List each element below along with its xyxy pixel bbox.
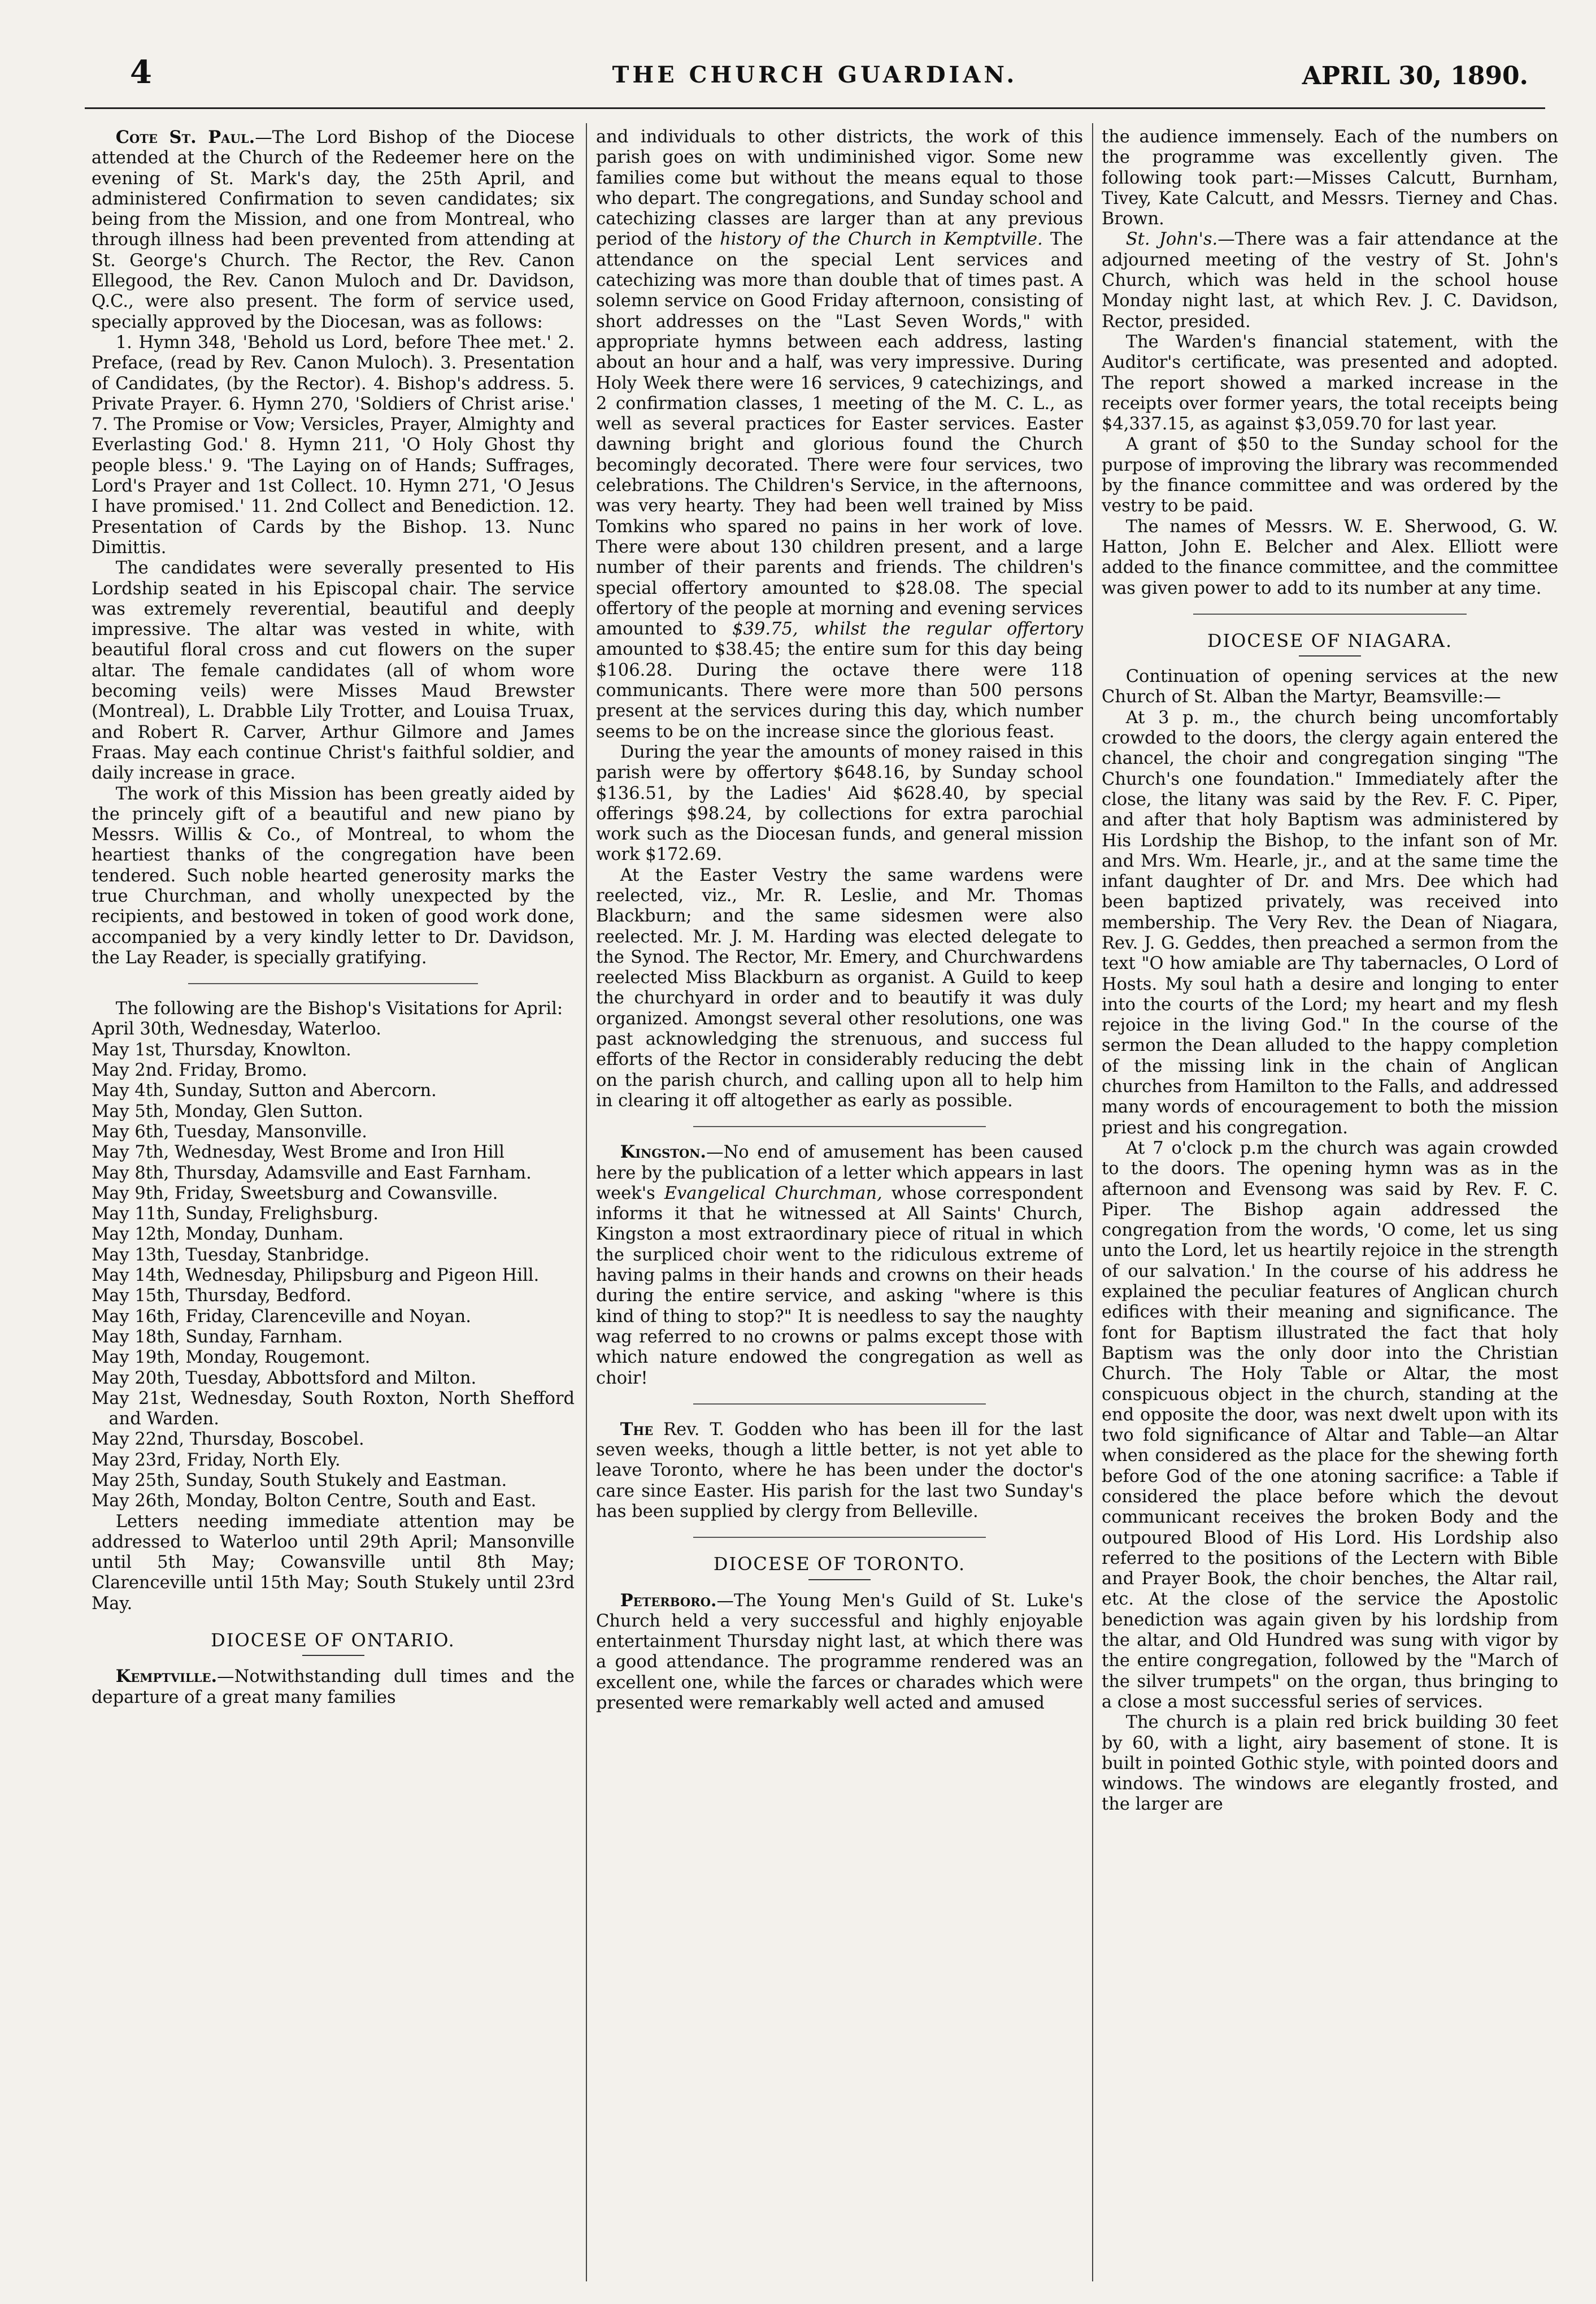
kemptville-amount: $39.75, whilst the regular offertory	[732, 619, 1083, 640]
wardens-paragraph: The Warden's financial statement, with the Auditor's certificate, was presented and adopted. The report showed a marked increase in the receipts over former years, the total receipts being $4,337.15, as against $3,059.70 for last year.	[1102, 332, 1558, 434]
list-item: May 22nd, Thursday, Boscobel.	[92, 1429, 364, 1450]
kemptville-text: —Notwithstanding dull times and the departure of a great many families	[92, 1667, 575, 1707]
kingston-lead: Kingston.	[620, 1142, 707, 1163]
ontario-heading: DIOCESE OF ONTARIO.	[211, 1629, 455, 1651]
list-item: May 20th, Tuesday, Abbottsford and Milton.	[92, 1368, 477, 1388]
heading-rule	[302, 1655, 364, 1656]
kemptville-text-b: The attendance on the special Lent services and catechizing was more than double that of times past. A solemn service on Good Friday afternoon, consisting of short addresses on the "Last Seven Words," with appropriate hymns between each address, lasting about an hour and a half, was very impressive. During Holy Week there were 16 services, 9 catechizings, and 2 confirmation classes, 1 meeting of the M. C. L., as well as several practices for Easter services. Easter dawning bright and glorious found the Church becomingly decorated. There were four services, two celebrations. The Children's Service, in the afternoons, was very hearty. They had been well trained by Miss Tomkins who spared no pains in her work of love. There were about 130 children present, and a large number of their parents and friends. The children's special offertory amounted to $28.08. The special offertory of the people at morning and evening services amounted to	[596, 229, 1083, 640]
names-paragraph: The names of Messrs. W. E. Sherwood, G. W. Hatton, John E. Belcher and Alex. Elliott were added to the finance committee, and the committee was given power to add to its number at any time.	[1102, 516, 1558, 598]
st-johns-lead: St. John's.	[1125, 229, 1218, 250]
separator	[188, 983, 478, 984]
cote-st-paul-lead: Cote St. Paul.	[115, 127, 255, 147]
issue-date: APRIL 30, 1890.	[1302, 62, 1528, 90]
kingston-paragraph	[596, 1142, 1083, 1389]
column-1	[92, 127, 575, 2280]
column-2	[596, 127, 1083, 2280]
kemptville-history: history of the Church in Kemptville.	[720, 229, 1043, 250]
list-item: May 2nd. Friday, Bromo.	[92, 1060, 307, 1081]
kemptville-text-a: and individuals to other districts, the work of this parish goes on with undiminished vigor. Some new families come but without the means equal to those who depart. The congregations, and Sunday school and catechizing classes are larger than at any previous period of the	[596, 127, 1083, 250]
list-item: May 6th, Tuesday, Mansonville.	[92, 1121, 367, 1142]
cote-st-paul-text: —The Lord Bishop of the Diocese attended at the Church of the Redeemer here on the evening of St. Mark's day, the 25th April, and administered Confirmation to seven candidates; six being from the Mission, and one from Montreal, who through illness had been prevented from attending at St. George's Church. The Rector, the Rev. Canon Ellegood, the Rev. Canon Muloch and Dr. Davidson, Q.C., were also present. The form of service used, specially approved by the Diocesan, was as follows:	[92, 128, 575, 332]
column-rule-left	[586, 123, 587, 2281]
mission-work-paragraph: The work of this Mission has been greatly aided by the princely gift of a beautiful and new piano by Messrs. Willis & Co., of Montreal, to whom the heartiest thanks of the congregation have been tendered. Such noble hearted generosity marks the true Churchman, and wholly unexpected by the recipients, and bestowed in token of good work done, accompanied by a very kindly letter to Dr. Davidson, the Lay Reader, is specially gratifying.	[92, 784, 575, 968]
heading-rule	[1299, 655, 1361, 657]
cote-st-paul-paragraph	[92, 127, 575, 333]
kemptville-continued	[596, 127, 1083, 742]
evening-service-paragraph: At 7 o'clock p.m the church was again crowded to the doors. The opening hymn was as in the afternoon and Evensong was said by Rev. F. C. Piper. The Bishop again addressed the congregation from the words, 'O come, let us sing unto the Lord, let us heartily rejoice in the strength of our salvation.' In the course of his address he explained the peculiar features of Anglican church edifices with their meaning and significance. The font for Baptism illustrated the fact that holy Baptism was the only door into the Christian Church. The Holy Table or Altar, the most conspicuous object in the church, standing at the end opposite the door, was next dwelt upon with its two fold significance of Altar and Table—an Altar when considered as the place for the shewing forth before God of the one atoning sacrifice: a Table if considered the place before which the devout communicant receives the broken Body and the outpoured Blood of His Lord. His Lordship also referred to the positions of the Lectern with Bible and Prayer Book, the choir benches, the Altar rail, etc. At the close of the service the Apostolic benediction was again given by his lordship from the altar, and Old Hundred was sung with vigor by the entire congregation, followed by the "March of the silver trumpets" on the organ, thus bringing to a close a most successful series of services.	[1102, 1138, 1558, 1712]
list-item: May 12th, Monday, Dunham.	[92, 1224, 344, 1245]
page-header	[85, 54, 1545, 109]
visitations-intro: The following are the Bishop's Visitations for April:	[115, 999, 563, 1019]
separator	[693, 1537, 985, 1538]
candidates-paragraph: The candidates were severally presented to His Lordship seated in his Episcopal chair. The service was extremely reverential, beautiful and deeply impressive. The altar was vested in white, with beautiful floral cross and cut flowers on the super altar. The female candidates (all of whom wore becoming veils) were Misses Maud Brewster (Montreal), L. Drabble Lily Trotter, and Louisa Truax, and Robert R. Carver, Arthur Gilmore and James Fraas. May each continue Christ's faithful soldier, and daily increase in grace.	[92, 558, 575, 784]
list-item: May 9th, Friday, Sweetsburg and Cowansville.	[92, 1183, 498, 1203]
list-item: May 18th, Sunday, Farnham.	[92, 1327, 343, 1347]
separator	[693, 1126, 985, 1127]
building-paragraph: The church is a plain red brick building 30 feet by 60, with a light, airy basement of stone. It is built in pointed Gothic style, with pointed doors and windows. The windows are elegantly frosted, and the larger are	[1102, 1712, 1558, 1815]
peterboro-continued: the audience immensely. Each of the numbers on the programme was excellently given. The following took part:—Misses Calcutt, Burnham, Tivey, Kate Calcutt, and Messrs. Tierney and Chas. Brown.	[1102, 127, 1558, 229]
grant-paragraph: A grant of $50 to the Sunday school for the purpose of improving the library was recommended by the finance committee and was ordered by the vestry to be paid.	[1102, 434, 1558, 516]
list-item: May 21st, Wednesday, South Roxton, North Shefford and Warden.	[92, 1388, 575, 1429]
easter-vestry-paragraph: At the Easter Vestry the same wardens were reelected, viz., Mr. R. Leslie, and Mr. Thomas Blackburn; and the same sidesmen were also reelected. Mr. J. M. Harding was elected delegate to the Synod. The Rector, Mr. Emery, and Churchwardens reelected Miss Blackburn as organist. A Guild to keep the churchyard in order and to beautify it was duly organized. Amongst several other resolutions, one was past acknowledging the strenuous, and success ful efforts of the Rector in considerably reducing the debt on the parish church, and calling upon all to help him in clearing it off altogether as early as possible.	[596, 865, 1083, 1111]
list-item: May 7th, Wednesday, West Brome and Iron Hill	[92, 1142, 505, 1163]
list-item: May 14th, Wednesday, Philipsburg and Pigeon Hill.	[92, 1266, 540, 1286]
toronto-heading: DIOCESE OF TORONTO.	[713, 1553, 966, 1575]
kingston-text-a: —No end of amusement has been caused here by the publication of a letter which appears in last week's	[596, 1142, 1083, 1203]
year-amounts-paragraph: During the year the amounts of money raised in this parish were by offertory $648.16, by Sunday school $136.51, by the Ladies' Aid $628.40, by special offerings $98.24, by collections for extra parochial work such as the Diocesan funds, and general mission work $172.69.	[596, 742, 1083, 865]
list-item: May 25th, Sunday, South Stukely and Eastman.	[92, 1471, 507, 1490]
peterboro-paragraph	[596, 1590, 1083, 1714]
afternoon-service-paragraph: At 3 p. m., the church being uncomfortably crowded to the doors, the clergy again entered the chancel, the choir and congregation singing "The Church's one foundation." Immediately after the close, the litany was said by the Rev. F. C. Piper, and after that holy Baptism was administered by His Lordship the Bishop, to the infant son of Mr. and Mrs. Wm. Hearle, jr., and at the same time the infant daughter of Dr. and Mrs. Dee which had been baptized privately, was received into membership. The Very Rev. the Dean of Niagara, Rev. J. G. Geddes, then preached a sermon from the text "O how amiable are Thy tabernacles, O Lord of Hosts. My soul hath a desire and longing to enter into the courts of the Lord; my heart and my flesh rejoice in the living God." In the course of the sermon the Dean alluded to the happy completion of the missing link in the chain of Anglican churches from Hamilton to the Falls, and addressed many words of encouragement to both the mission priest and his congregation.	[1102, 707, 1558, 1138]
list-item: May 23rd, Friday, North Ely.	[92, 1450, 341, 1470]
separator	[693, 1403, 985, 1405]
list-item: May 1st, Thursday, Knowlton.	[92, 1040, 351, 1060]
service-order: 1. Hymn 348, 'Behold us Lord, before Thee met.' 2. Preface, (read by Rev. Canon Muloch). 3. Presentation of Candidates, (by the Rector). 4. Bishop's address. 5. Private Prayer. 6. Hymn 270, 'Soldiers of Christ arise.' 7. The Promise or Vow; Versicles, Prayer, Almighty and Everlasting God.' 8. Hymn 211, 'O Holy Ghost thy people bless.' 9. 'The Laying on of Hands; Suffrages, Lord's Prayer and 1st Collect. 10. Hymn 271, 'O Jesus I have promised.' 11. 2nd Collect and Benediction. 12. Presentation of Cards by the Bishop. 13. Nunc Dimittis.	[92, 332, 575, 558]
list-item: May 11th, Sunday, Frelighsburg.	[92, 1204, 379, 1224]
heading-rule	[808, 1579, 871, 1580]
kingston-text-b: whose correspondent informs it that he witnessed at All Saints' Church, Kingston a most extraordinary piece of ritual in which the surpliced choir went to the ridiculous extreme of having palms in their hands and crowns on their heads during the entire service, and asking "where is this kind of thing to stop?" It is needless to say the naughty wag referred to no crowns or palms except those with which nature endowed the congregation as well as choir!	[596, 1183, 1083, 1388]
column-3	[1102, 127, 1558, 2280]
godden-lead: The	[620, 1419, 654, 1440]
list-item: May 4th, Sunday, Sutton and Abercorn.	[92, 1081, 437, 1101]
list-item: May 19th, Monday, Rougemont.	[92, 1347, 371, 1368]
st-johns-text: —There was a fair attendance at the adjourned meeting of the vestry of St. John's Church, which was held in the school house Monday night last, at which Rev. J. C. Davidson, Rector, presided.	[1102, 229, 1558, 332]
continuation-paragraph: Continuation of opening services at the new Church of St. Alban the Martyr, Beamsville:—	[1102, 667, 1558, 707]
niagara-heading: DIOCESE OF NIAGARA.	[1207, 629, 1453, 651]
masthead: THE CHURCH GUARDIAN.	[612, 62, 1018, 88]
list-item: May 16th, Friday, Clarenceville and Noyan.	[92, 1306, 471, 1327]
list-item: May 15th, Thursday, Bedford.	[92, 1286, 352, 1306]
kemptville-lead: Kemptville.	[115, 1666, 218, 1687]
list-item: May 13th, Tuesday, Stanbridge.	[92, 1245, 370, 1265]
separator	[1193, 614, 1467, 615]
kemptville-paragraph	[92, 1666, 575, 1708]
kingston-paper-title: Evangelical Churchman,	[664, 1183, 882, 1203]
kemptville-text-c: amounted to $38.45; the entire sum for this day being $106.28. During the octave there were 118 communicants. There were more than 500 persons present at the services during this day, which number seems to be on the increase since the glorious feast.	[596, 640, 1083, 742]
list-item: April 30th, Wednesday, Waterloo.	[92, 1019, 381, 1040]
list-item: May 26th, Monday, Bolton Centre, South and East.	[92, 1491, 537, 1511]
page-number: 4	[130, 54, 152, 91]
st-johns-paragraph	[1102, 229, 1558, 332]
visitations-list	[92, 1019, 575, 1511]
peterboro-text: —The Young Men's Guild of St. Luke's Church held a very successful and highly enjoyable entertainment Thursday night last, at which there was a good attendance. The programme rendered was an excellent one, while the farces or charades which were presented were remarkably well acted and amused	[596, 1590, 1083, 1714]
godden-paragraph	[596, 1419, 1083, 1522]
list-item: May 5th, Monday, Glen Sutton.	[92, 1101, 363, 1121]
peterboro-lead: Peterboro.	[620, 1590, 717, 1611]
column-rule-right	[1092, 123, 1093, 2281]
list-item: May 8th, Thursday, Adamsville and East Farnham.	[92, 1163, 532, 1183]
letters-paragraph: Letters needing immediate attention may be addressed to Waterloo until 29th April; Mansonville until 5th May; Cowansville until 8th May; Clarenceville until 15th May; South Stukely until 23rd May.	[92, 1511, 575, 1614]
godden-text: Rev. T. Godden who has been ill for the last seven weeks, though a little better, is not yet able to leave Toronto, where he has been under the doctor's care since Easter. His parish for the last two Sunday's has been supplied by clergy from Belleville.	[596, 1419, 1083, 1521]
